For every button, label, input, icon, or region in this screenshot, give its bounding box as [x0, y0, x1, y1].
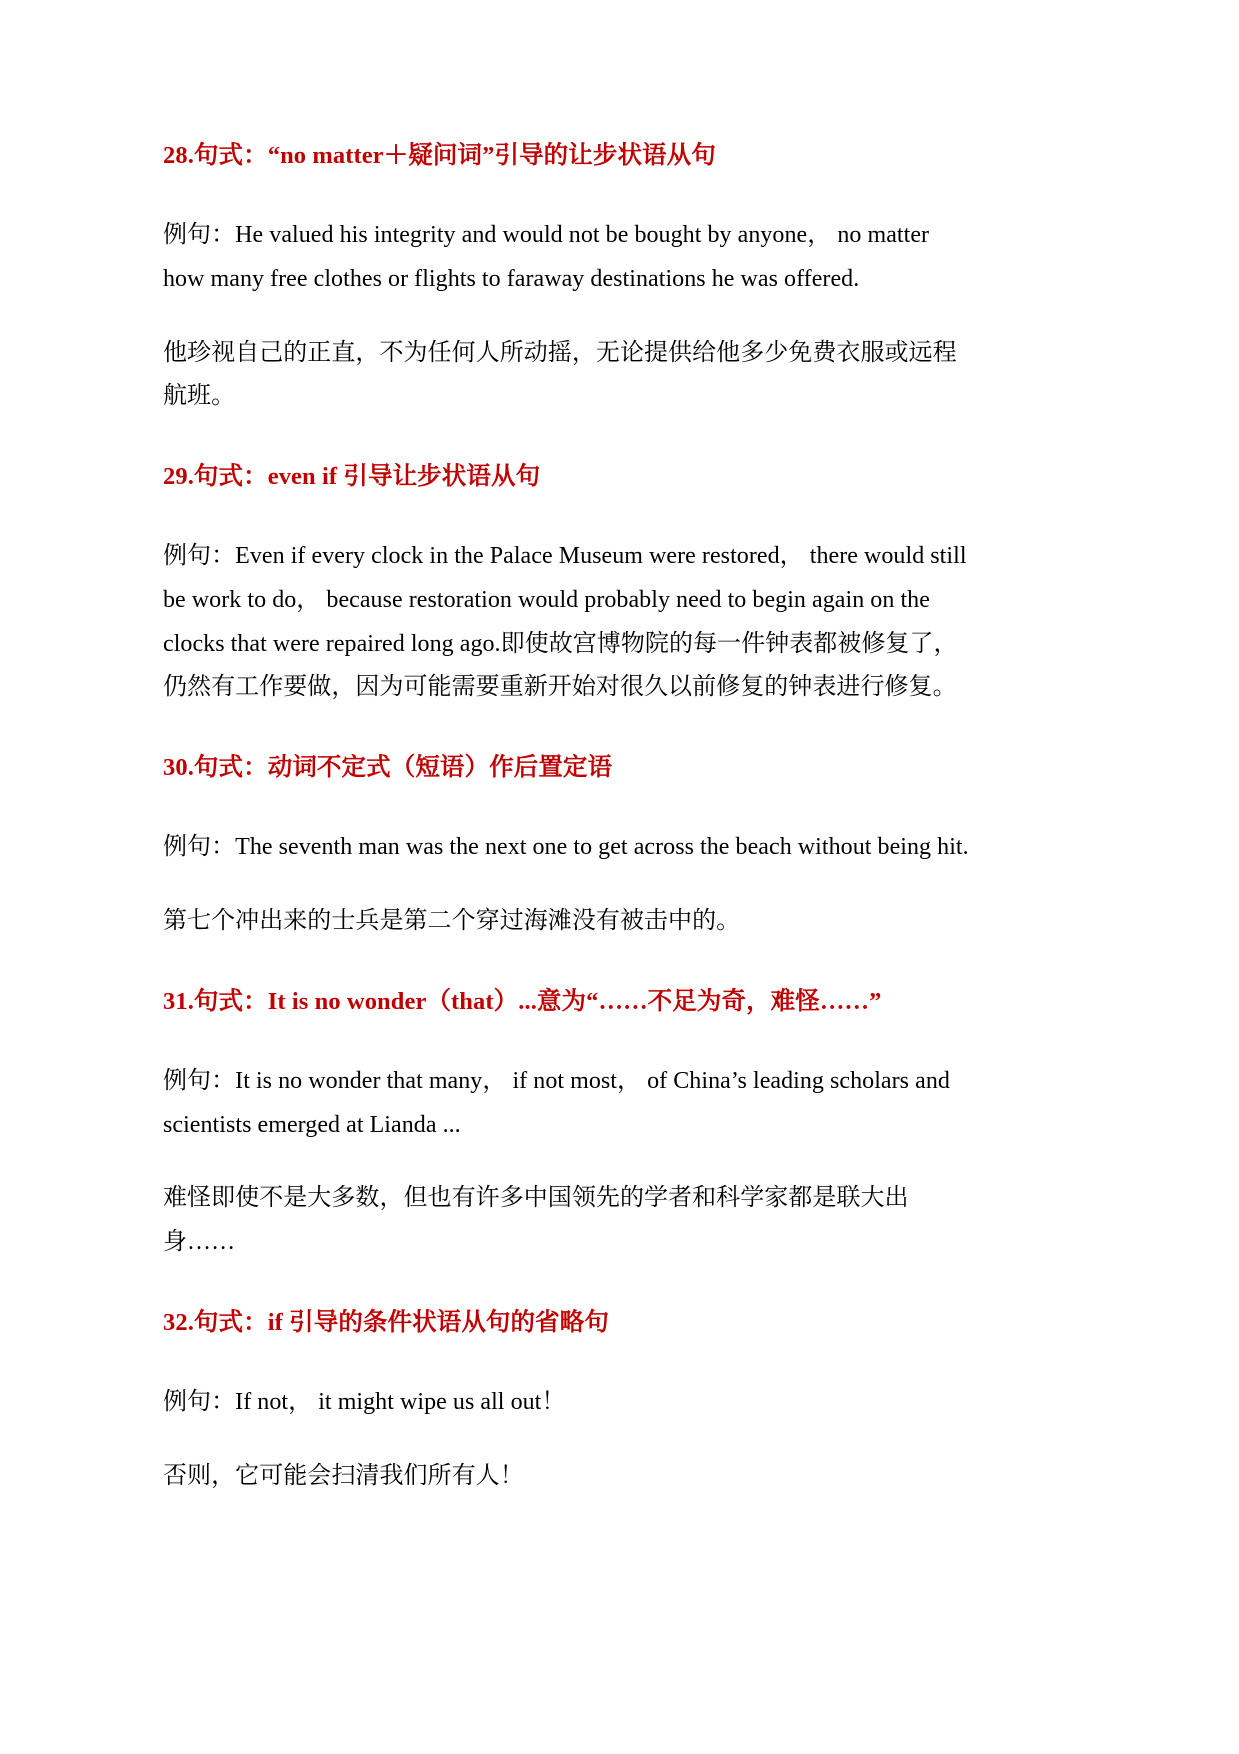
- spacer: [163, 784, 973, 826]
- section-28-heading: 28.句式：“no matter＋疑问词”引导的让步状语从句: [163, 142, 716, 169]
- section-29-heading: 29.句式：even if 引导让步状语从句: [163, 463, 541, 491]
- document-body: [163, 140, 973, 1498]
- section-32-heading: 32.句式：if 引导的条件状语从句的省略句: [163, 1308, 609, 1336]
- section-31-translation: 难怪即使不是大多数，但也有许多中国领先的学者和科学家都是联大出身……: [163, 1185, 909, 1256]
- section-29: [163, 461, 973, 710]
- spacer: [163, 493, 973, 535]
- section-30-translation: 第七个冲出来的士兵是第二个穿过海滩没有被击中的。: [163, 908, 741, 935]
- spacer: [163, 419, 973, 461]
- section-30-example: 例句：The seventh man was the next one to get across the beach without being hit.: [163, 834, 969, 861]
- spacer: [163, 1147, 973, 1177]
- section-30-heading: 30.句式：动词不定式（短语）作后置定语: [163, 754, 613, 782]
- spacer: [163, 172, 973, 214]
- spacer: [163, 710, 973, 752]
- spacer: [163, 870, 973, 900]
- section-31-example: 例句：It is no wonder that many， if not most， of China’s leading scholars and scientists emerged at Lianda ...: [163, 1068, 950, 1138]
- section-32-translation: 否则，它可能会扫清我们所有人！: [163, 1462, 524, 1489]
- section-31: [163, 986, 973, 1265]
- spacer: [163, 1425, 973, 1455]
- section-32: [163, 1307, 973, 1499]
- section-28: [163, 140, 973, 419]
- spacer: [163, 1339, 973, 1381]
- section-31-heading: 31.句式：It is no wonder（that）...意为“……不足为奇，难怪……”: [163, 987, 882, 1015]
- section-28-translation: 他珍视自己的正直，不为任何人所动摇，无论提供给他多少免费衣服或远程航班。: [163, 339, 957, 410]
- section-29-example: 例句：Even if every clock in the Palace Museum were restored， there would still be work to do， because restoration would probably need to begin again on the clocks that were repaired long ago.即使故宫博物院的每一件钟表都被修复了，仍然有工作要做，因为可能需要重新开始对很久以前修复的钟表进行修复。: [163, 543, 967, 701]
- spacer: [163, 1018, 973, 1060]
- section-32-example: 例句：If not， it might wipe us all out！: [163, 1389, 566, 1416]
- spacer: [163, 1265, 973, 1307]
- section-28-example: 例句：He valued his integrity and would not be bought by anyone， no matter how many free clothes or flights to faraway destinations he was offered.: [163, 222, 930, 292]
- spacer: [163, 302, 973, 332]
- spacer: [163, 944, 973, 986]
- section-30: [163, 752, 973, 944]
